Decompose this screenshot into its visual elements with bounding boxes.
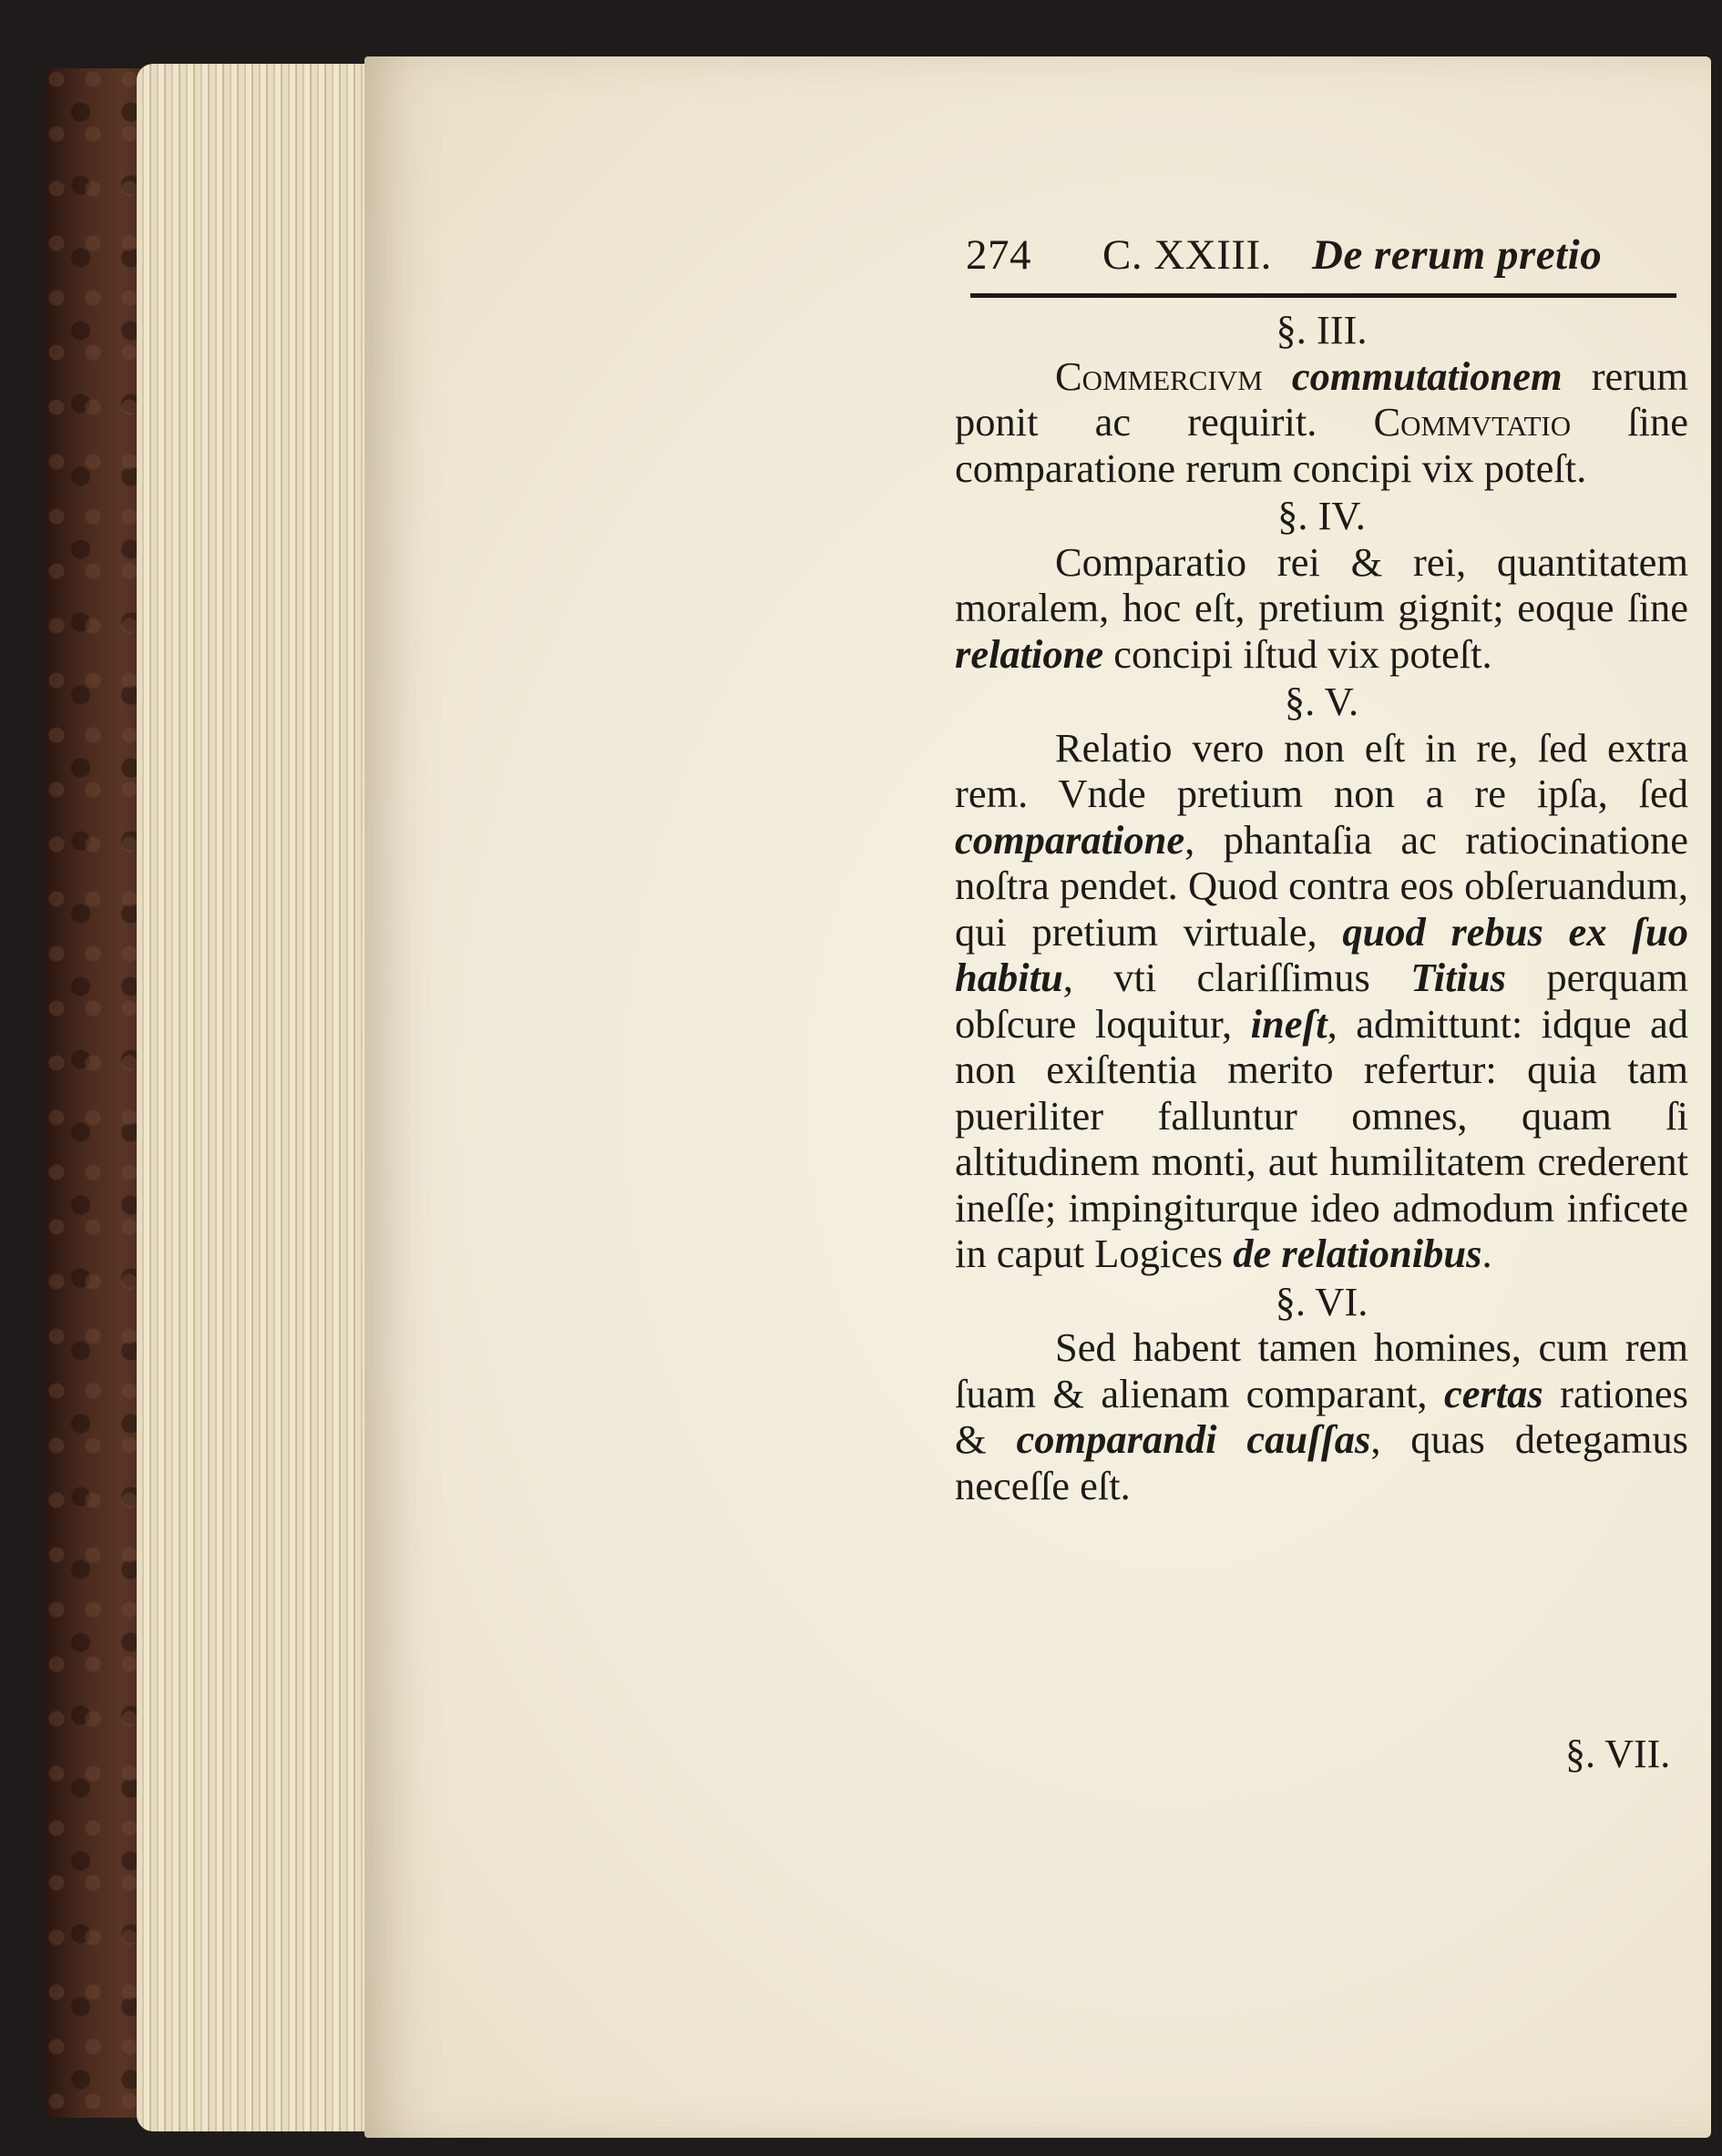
catchword: §. VII. bbox=[1565, 1732, 1671, 1776]
section-heading: §. V. bbox=[1284, 679, 1359, 724]
page-body bbox=[955, 305, 1688, 1508]
text-run: ſine comparatione rerum concipi vix poteſt. bbox=[955, 399, 1688, 491]
section-heading: §. VI. bbox=[1275, 1278, 1368, 1324]
text-run bbox=[1263, 353, 1292, 399]
section-paragraph bbox=[955, 1324, 1688, 1508]
running-head bbox=[957, 223, 1704, 278]
text-run: ineſt bbox=[1250, 1000, 1327, 1047]
page-number: 274 bbox=[966, 231, 1031, 279]
text-run: , admittunt: idque ad non exiſtentia merito refertur: quia tam pueriliter falluntur omnes, quam ſi altitudinem monti, aut humilitatem crederent ineſſe; impingiturque ideo admodum inficete in caput Logices bbox=[955, 1000, 1688, 1276]
text-run: , vti clariſſimus bbox=[1062, 955, 1411, 1000]
section-heading: §. IV. bbox=[1277, 493, 1366, 538]
text-run: comparatione bbox=[955, 816, 1185, 863]
text-run: concipi iſtud vix poteſt. bbox=[1103, 630, 1492, 677]
chapter-label: C. XXIII. bbox=[1102, 231, 1272, 279]
text-run: perquam obſcure loquitur, bbox=[955, 955, 1688, 1047]
text-run: rerum ponit ac requirit. bbox=[955, 353, 1688, 444]
text-run: certas bbox=[1443, 1370, 1543, 1416]
header-rule bbox=[970, 293, 1676, 298]
text-run: comparandi cauſſas bbox=[1016, 1416, 1371, 1462]
text-run: , phantaſia ac ratiocinatione noſtra pendet. Quod contra eos obſeruandum, qui pretium virtuale, bbox=[955, 816, 1688, 955]
text-run: Commvtatio bbox=[1373, 399, 1572, 444]
text-run: quod rebus ex ſuo habitu bbox=[955, 908, 1689, 1000]
text-run: Titius bbox=[1410, 955, 1506, 1000]
text-run: . bbox=[1481, 1231, 1492, 1276]
text-run: Sed habent tamen homines, cum rem ſuam & alienam comparant, bbox=[955, 1324, 1688, 1416]
text-run: Comparatio rei & rei, quantitatem moralem, hoc eſt, pretium gignit; eoque ſine bbox=[955, 538, 1688, 630]
text-run: , quas detegamus neceſſe eſt. bbox=[955, 1416, 1688, 1508]
text-run: Relatio vero non eſt in re, ſed extra rem. Vnde pretium non a re ipſa, ſed bbox=[955, 724, 1688, 816]
section-paragraph bbox=[955, 353, 1688, 492]
section-heading: §. III. bbox=[1276, 307, 1368, 353]
chapter-title: De rerum pretio bbox=[1312, 231, 1603, 279]
text-run: relatione bbox=[955, 630, 1104, 677]
text-run: de relationibus bbox=[1233, 1231, 1482, 1276]
text-run: Commercivm bbox=[1055, 353, 1263, 399]
section-paragraph bbox=[955, 539, 1688, 678]
text-run: commutationem bbox=[1291, 353, 1563, 399]
section-paragraph bbox=[955, 725, 1688, 1277]
text-run: rationes & bbox=[955, 1370, 1688, 1462]
